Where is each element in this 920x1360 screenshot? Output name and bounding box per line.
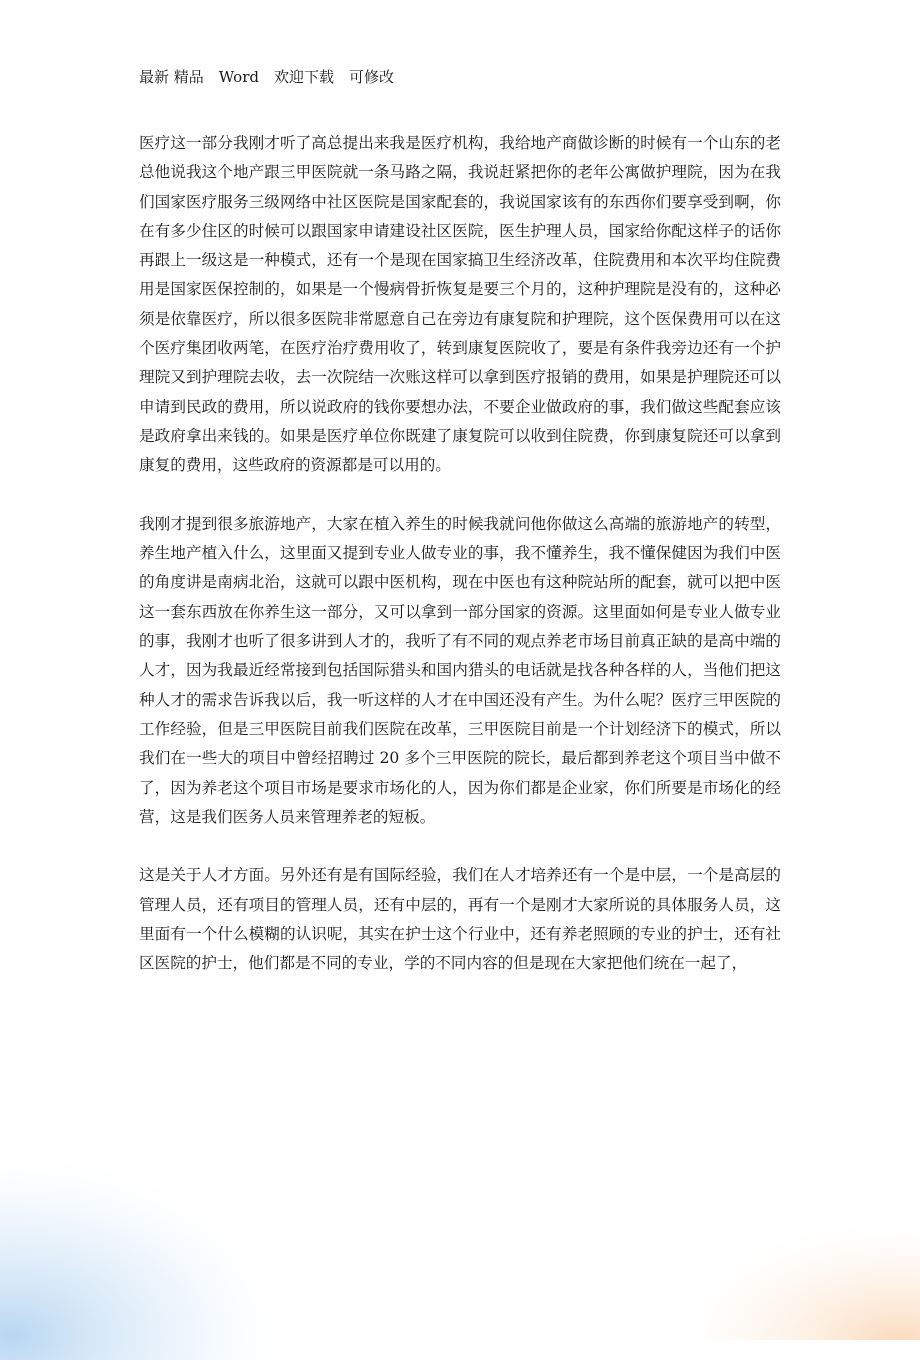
page-header: 最新 精品 Word 欢迎下载 可修改 — [139, 68, 394, 86]
paragraph-3: 这是关于人才方面。另外还有是有国际经验，我们在人才培养还有一个是中层，一个是高层的管理人员，还有项目的管理人员，还有中层的，再有一个是刚才大家所说的具体服务人员，这里面有一个什么模糊的认识呢，其实在护士这个行业中，还有养老照顾的专业的护士，还有社区医院的护士，他们都是不同的专业，学的不同内容的但是现在大家把他们统在一起了， — [139, 866, 781, 973]
paragraph-1: 医疗这一部分我刚才听了高总提出来我是医疗机构，我给地产商做诊断的时候有一个山东的老总他说我这个地产跟三甲医院就一条马路之隔，我说赶紧把你的老年公寓做护理院，因为在我们国家医疗服务三级网络中社区医院是国家配套的，我说国家该有的东西你们要享受到啊，你在有多少住区的时候可以跟国家申请建设社区医院，医生护理人员，国家给你配这样子的话你再跟上一级这是一种模式，还有一个是现在国家搞卫生经济改革，住院费用和本次平均住院费用是国家医保控制的，如果是一个慢病骨折恢复是要三个月的，这种护理院是没有的，这种必须是依靠医疗，所以很多医院非常愿意自己在旁边有康复院和护理院，这个医保费用可以在这个医疗集团收两笔，在医疗治疗费用收了，转到康复医院收了，要是有条件我旁边还有一个护理院又到护理院去收，去一次院结一次账这样可以拿到医疗报销的费用，如果是护理院还可以申请到民政的费用，所以说政府的钱你要想办法，不要企业做政府的事，我们做这些配套应该是政府拿出来钱的。如果是医疗单位你既建了康复院可以收到住院费，你到康复院还可以拿到康复的费用，这些政府的资源都是可以用的。 — [139, 134, 781, 475]
document-body — [139, 129, 781, 1008]
corner-decoration-right — [660, 1180, 920, 1340]
paragraph-2: 我刚才提到很多旅游地产，大家在植入养生的时候我就问他你做这么高端的旅游地产的转型，养生地产植入什么，这里面又提到专业人做专业的事，我不懂养生，我不懂保健因为我们中医的角度讲是南病北治，这就可以跟中医机构，现在中医也有这种院站所的配套，就可以把中医这一套东西放在你养生这一部分，又可以拿到一部分国家的资源。这里面如何是专业人做专业的事，我刚才也听了很多讲到人才的，我听了有不同的观点养老市场目前真正缺的是高中端的人才，因为我最近经常接到包括国际猎头和国内猎头的电话就是找各种各样的人，当他们把这种人才的需求告诉我以后，我一听这样的人才在中国还没有产生。为什么呢？医疗三甲医院的工作经验，但是三甲医院目前我们医院在改革，三甲医院目前是一个计划经济下的模式，所以我们在一些大的项目中曾经招聘过 20 多个三甲医院的院长，最后都到养老这个项目当中做不了，因为养老这个项目市场是要求市场化的人，因为你们都是企业家，你们所要是市场化的经营，这是我们医务人员来管理养老的短板。 — [139, 514, 781, 826]
corner-decoration-left — [0, 1120, 300, 1360]
